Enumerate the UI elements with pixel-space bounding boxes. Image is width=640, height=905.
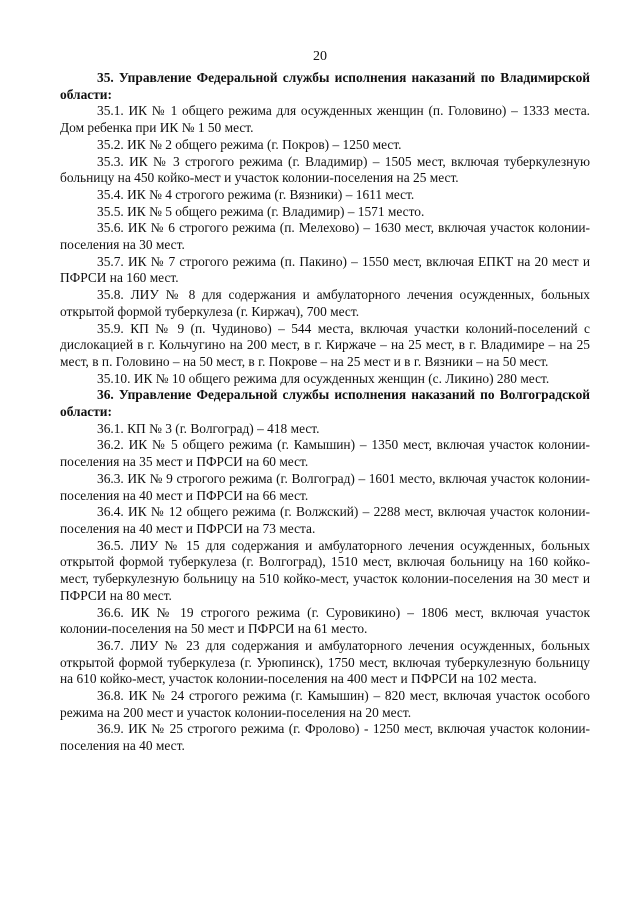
list-item: 35.3. ИК № 3 строгого режима (г. Владимир) – 1505 мест, включая туберкулезную больницу на 450 койко-мест и участок колонии-поселения на 25 мест. [60,153,590,186]
list-item: 36.4. ИК № 12 общего режима (г. Волжский) – 2288 мест, включая участок колонии-поселения на 40 мест и ПФРСИ на 73 места. [60,504,590,536]
list-item: 35.7. ИК № 7 строгого режима (п. Пакино) – 1550 мест, включая ЕПКТ на 20 мест и ПФРСИ на 160 мест. [60,253,590,286]
list-item: 36.5. ЛИУ № 15 для содержания и амбулаторного лечения осужденных, больных открытой формой туберкулеза (г. Волгоград), 1510 мест, включая больницу на 160 койко-мест, туберкулезную больницу на 510 койко-мест, участок колонии-поселения на 30 мест и ПФРСИ на 80 мест. [60,537,590,603]
section-heading: 35. Управление Федеральной службы исполнения наказаний по Владимирской области: [60,70,590,102]
list-item: 36.6. ИК № 19 строгого режима (г. Суровикино) – 1806 мест, включая участок колонии-поселения на 50 мест и ПФРСИ на 61 место. [60,604,590,637]
list-item: 35.10. ИК № 10 общего режима для осужденных женщин (с. Ликино) 280 мест. [97,370,550,386]
list-item: 35.8. ЛИУ № 8 для содержания и амбулаторного лечения осужденных, больных открытой формой туберкулеза (г. Киржач), 700 мест. [60,287,590,319]
page-number: 20 [313,49,327,64]
list-item: 35.4. ИК № 4 строгого режима (г. Вязники) – 1611 мест. [97,186,415,202]
list-item: 36.7. ЛИУ № 23 для содержания и амбулаторного лечения осужденных, больных открытой формой туберкулеза (г. Урюпинск), 1750 мест, включая туберкулезную больницу на 610 койко-мест, участок колонии-поселения на 400 мест и ПФРСИ на 102 места. [60,637,590,687]
list-item: 35.1. ИК № 1 общего режима для осужденных женщин (п. Головино) – 1333 места. Дом ребенка при ИК № 1 50 мест. [60,103,590,136]
list-item: 35.6. ИК № 6 строгого режима (п. Мелехово) – 1630 мест, включая участок колонии-поселения на 30 мест. [60,220,590,253]
list-item: 35.5. ИК № 5 общего режима (г. Владимир) – 1571 место. [97,203,425,219]
list-item: 36.1. КП № 3 (г. Волгоград) – 418 мест. [97,420,320,436]
section-heading: 36. Управление Федеральной службы исполнения наказаний по Волгоградской области: [60,387,590,420]
list-item: 35.9. КП № 9 (п. Чудиново) – 544 места, включая участки колоний-поселений с дислокацией в г. Кольчугино на 200 мест, в г. Киржаче – на 25 мест, в г. Владимире – на 25 мест, в п. Головино – на 50 мест, в г. Покрове – на 25 мест и в г. Вязники – на 50 мест. [60,320,590,369]
list-item: 36.9. ИК № 25 строгого режима (г. Фролово) - 1250 мест, включая участок колонии-поселения на 40 мест. [60,721,590,754]
list-item: 36.2. ИК № 5 общего режима (г. Камышин) – 1350 мест, включая участок колонии-поселения на 35 мест и ПФРСИ на 60 мест. [60,437,590,470]
list-item: 35.2. ИК № 2 общего режима (г. Покров) – 1250 мест. [97,136,402,152]
list-item: 36.3. ИК № 9 строгого режима (г. Волгоград) – 1601 место, включая участок колонии-поселения на 40 мест и ПФРСИ на 66 мест. [60,470,590,503]
list-item: 36.8. ИК № 24 строгого режима (г. Камышин) – 820 мест, включая участок особого режима на 200 мест и участок колонии-поселения на 20 мест. [60,688,590,720]
document-body [60,70,590,755]
